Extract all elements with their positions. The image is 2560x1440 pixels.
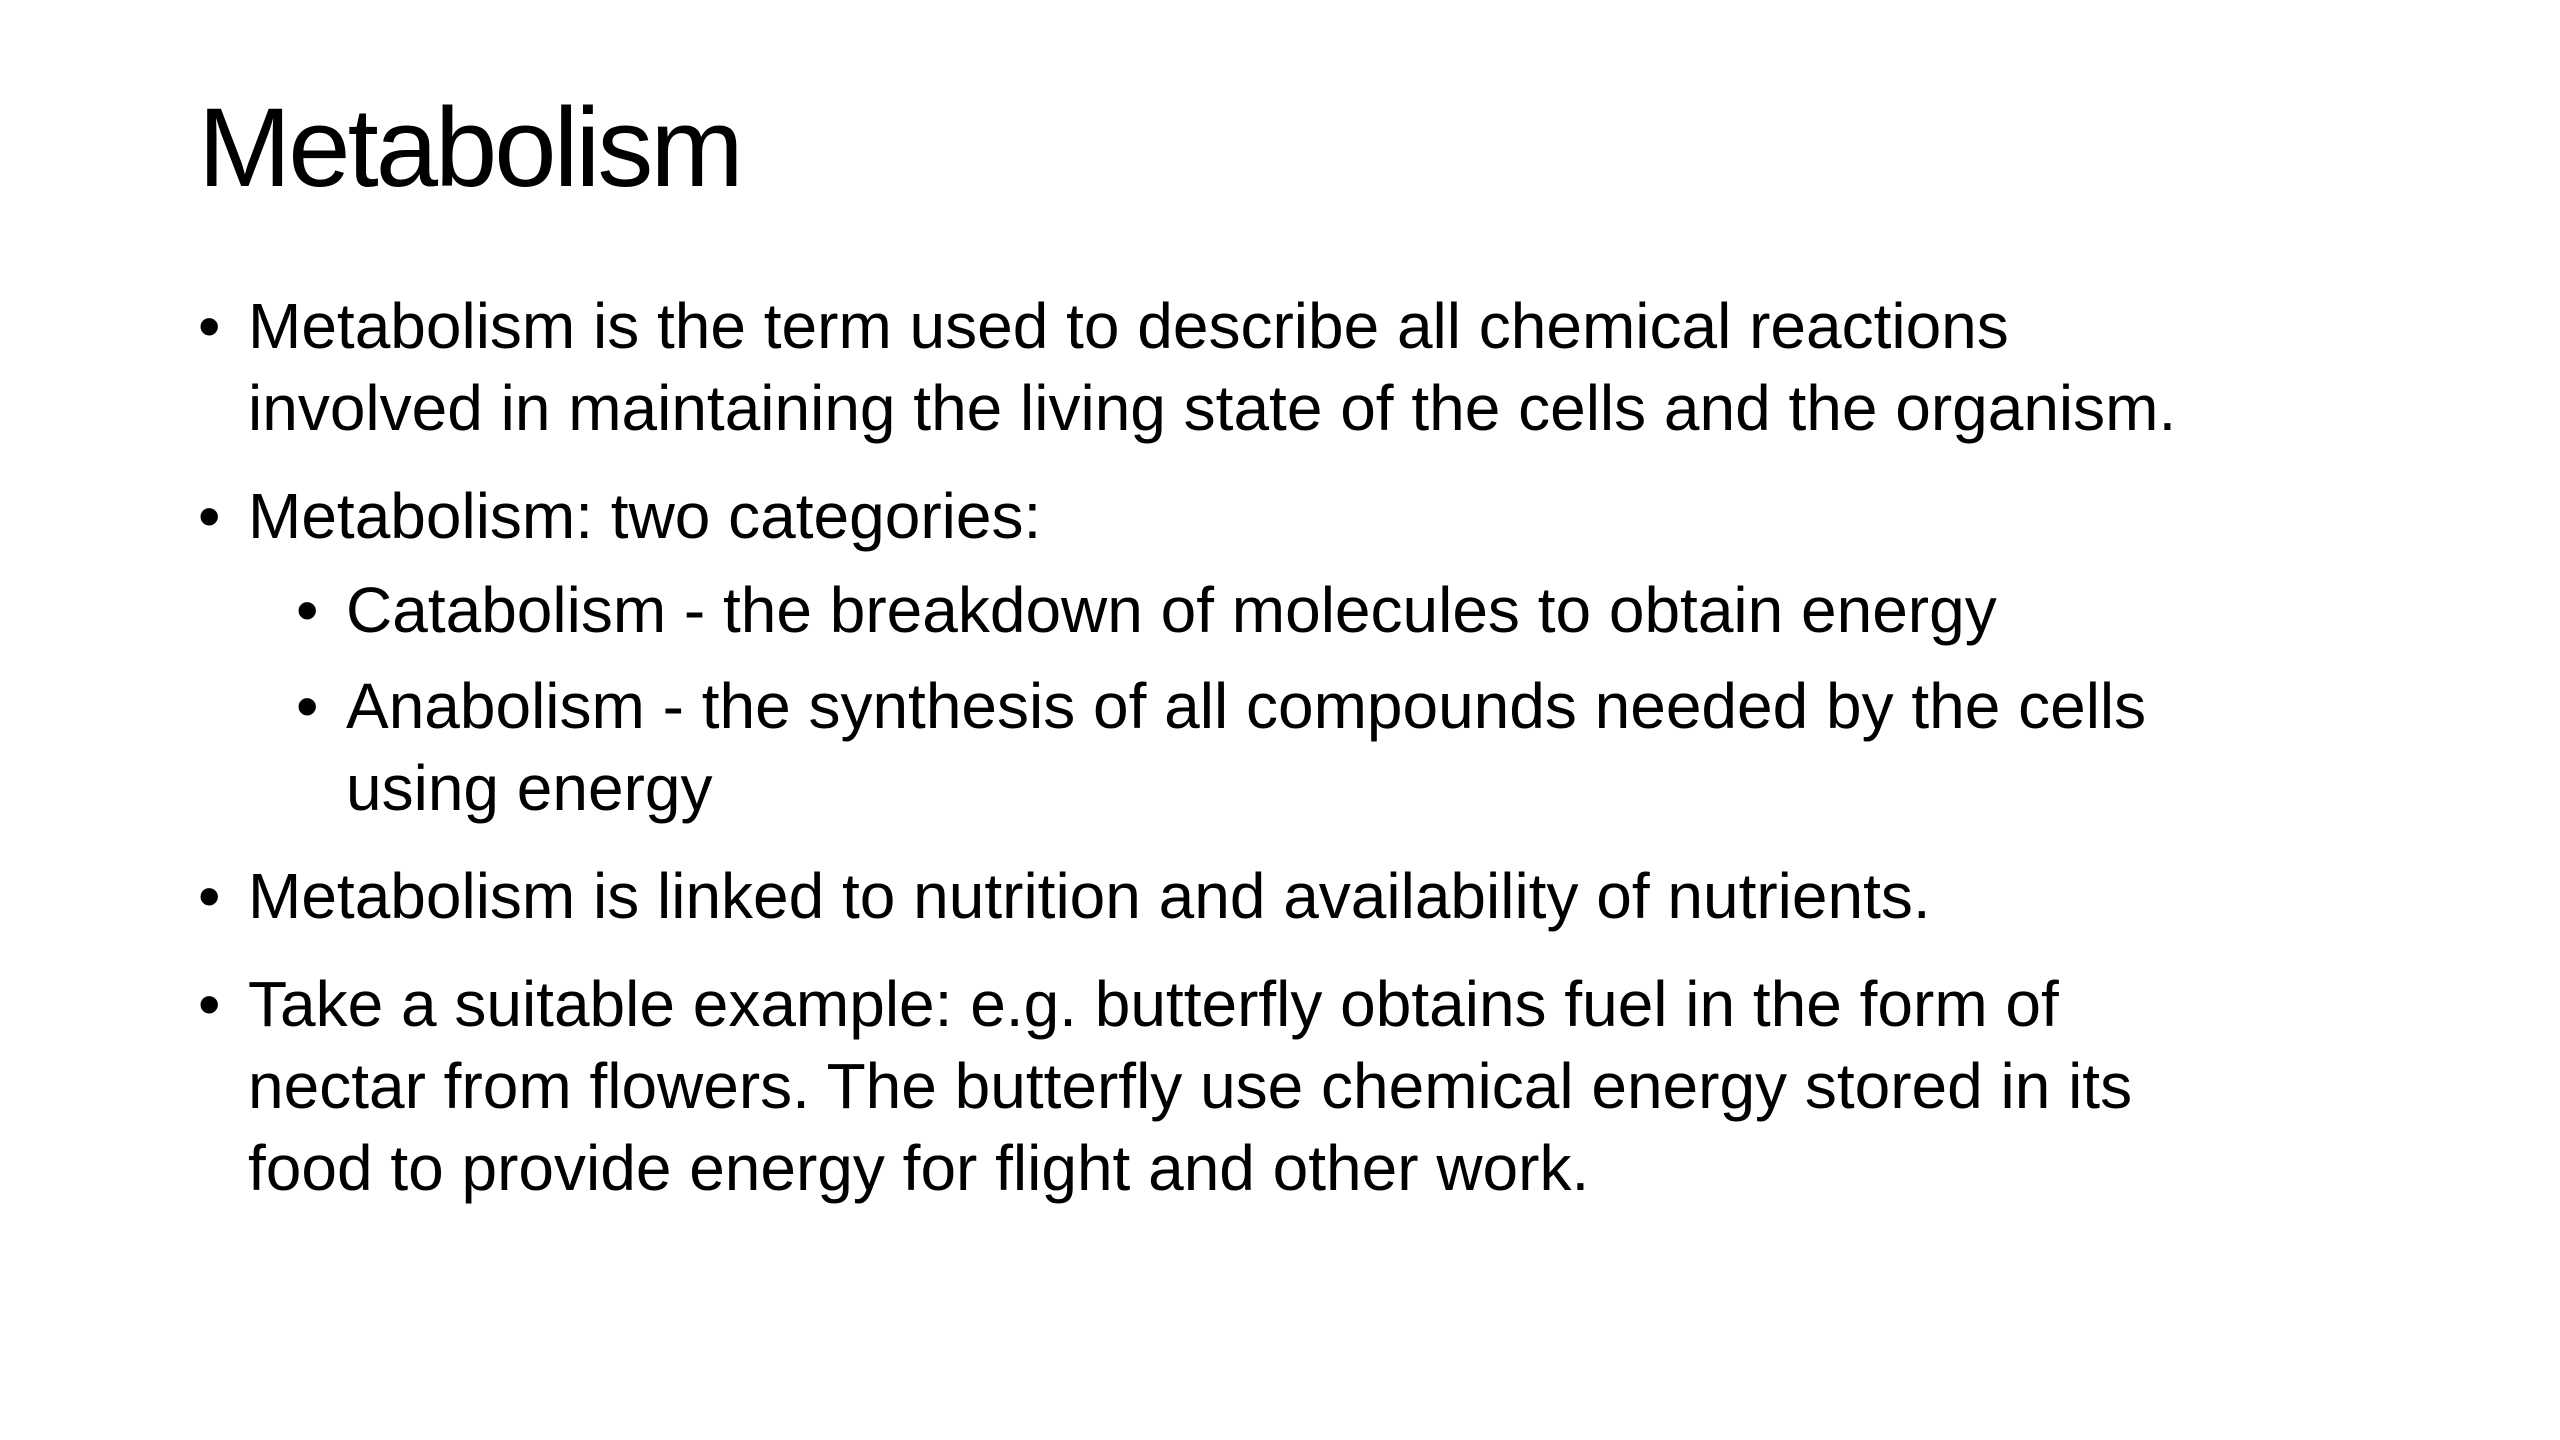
bullet-marker: •	[198, 860, 221, 932]
bullet-list	[198, 285, 2398, 1209]
bullet-marker: •	[296, 574, 319, 646]
bullet-text-line: Metabolism: two categories:	[248, 480, 1042, 552]
bullet-text-line: Catabolism - the breakdown of molecules to obtain energy	[346, 574, 1997, 646]
bullet-marker: •	[198, 968, 221, 1040]
bullet-text-line: Metabolism is linked to nutrition and availability of nutrients.	[248, 860, 1931, 932]
bullet-text-line: nectar from flowers. The butterfly use chemical energy stored in its	[248, 1050, 2133, 1122]
bullet-item-4	[198, 963, 2398, 1209]
sub-bullet-item-catabolism	[296, 569, 2398, 651]
slide-title: Metabolism	[198, 85, 741, 210]
bullet-item-3	[198, 855, 2398, 937]
bullet-text-line: using energy	[346, 752, 713, 824]
bullet-marker: •	[296, 670, 319, 742]
bullet-marker: •	[198, 480, 221, 552]
bullet-item-1	[198, 285, 2398, 449]
bullet-text-line: food to provide energy for flight and other work.	[248, 1132, 1590, 1204]
bullet-marker: •	[198, 290, 221, 362]
bullet-text-line: Take a suitable example: e.g. butterfly obtains fuel in the form of	[248, 968, 2059, 1040]
bullet-item-2	[198, 475, 2398, 557]
bullet-text-line: Anabolism - the synthesis of all compounds needed by the cells	[346, 670, 2147, 742]
bullet-text-line: involved in maintaining the living state of the cells and the organism.	[248, 372, 2177, 444]
sub-bullet-item-anabolism	[296, 665, 2398, 829]
bullet-text-line: Metabolism is the term used to describe all chemical reactions	[248, 290, 2009, 362]
